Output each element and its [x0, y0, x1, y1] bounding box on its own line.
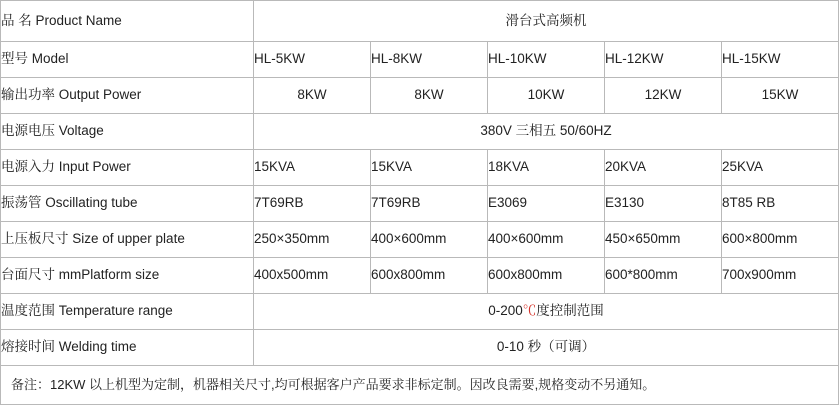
table-row	[1, 114, 839, 150]
row-cell: 700x900mm	[722, 258, 839, 294]
table-row	[1, 1, 839, 42]
table-row	[1, 78, 839, 114]
row-cell: 8KW	[254, 78, 371, 114]
row-cell: 18KVA	[488, 150, 605, 186]
table-note-row	[1, 366, 839, 405]
table-row	[1, 294, 839, 330]
row-cell: 15KVA	[371, 150, 488, 186]
row-label: 电源入力 Input Power	[1, 150, 254, 186]
row-cell: 600*800mm	[605, 258, 722, 294]
row-cell: HL-5KW	[254, 42, 371, 78]
row-cell: 600×800mm	[722, 222, 839, 258]
row-cell: 15KVA	[254, 150, 371, 186]
row-cell: HL-10KW	[488, 42, 605, 78]
row-value-span: 滑台式高频机	[254, 1, 839, 42]
row-label: 输出功率 Output Power	[1, 78, 254, 114]
row-cell: HL-15KW	[722, 42, 839, 78]
row-cell: 12KW	[605, 78, 722, 114]
celsius-symbol: ℃	[522, 303, 537, 319]
row-cell: 20KVA	[605, 150, 722, 186]
row-cell: 7T69RB	[371, 186, 488, 222]
row-cell: 400x500mm	[254, 258, 371, 294]
table-row	[1, 330, 839, 366]
row-label: 品 名 Product Name	[1, 1, 254, 42]
row-cell: 10KW	[488, 78, 605, 114]
table-row	[1, 258, 839, 294]
row-label: 温度范围 Temperature range	[1, 294, 254, 330]
row-label: 熔接时间 Welding time	[1, 330, 254, 366]
row-cell: HL-12KW	[605, 42, 722, 78]
table-row	[1, 186, 839, 222]
row-label: 台面尺寸 mmPlatform size	[1, 258, 254, 294]
row-cell: 25KVA	[722, 150, 839, 186]
row-label: 电源电压 Voltage	[1, 114, 254, 150]
row-label: 上压板尺寸 Size of upper plate	[1, 222, 254, 258]
row-cell: E3130	[605, 186, 722, 222]
temp-value-before: 0-200	[488, 303, 523, 319]
row-cell: 8T85 RB	[722, 186, 839, 222]
table-row	[1, 222, 839, 258]
temp-value-after: 度控制范围	[536, 303, 604, 319]
row-cell: 450×650mm	[605, 222, 722, 258]
row-label: 型号 Model	[1, 42, 254, 78]
row-cell: 600x800mm	[371, 258, 488, 294]
row-cell: 7T69RB	[254, 186, 371, 222]
row-cell: 250×350mm	[254, 222, 371, 258]
row-cell: HL-8KW	[371, 42, 488, 78]
row-value-span: 0-10 秒（可调）	[254, 330, 839, 366]
table-note: 备注：12KW 以上机型为定制，机器相关尺寸,均可根据客户产品要求非标定制。因改良需要,规格变动不另通知。	[1, 366, 839, 405]
row-cell: 600x800mm	[488, 258, 605, 294]
row-cell: E3069	[488, 186, 605, 222]
row-cell: 15KW	[722, 78, 839, 114]
row-label: 振荡管 Oscillating tube	[1, 186, 254, 222]
row-cell: 400×600mm	[488, 222, 605, 258]
table-row	[1, 42, 839, 78]
row-value-span	[254, 294, 839, 330]
row-cell: 8KW	[371, 78, 488, 114]
row-value-span: 380V 三相五 50/60HZ	[254, 114, 839, 150]
row-cell: 400×600mm	[371, 222, 488, 258]
table-row	[1, 150, 839, 186]
